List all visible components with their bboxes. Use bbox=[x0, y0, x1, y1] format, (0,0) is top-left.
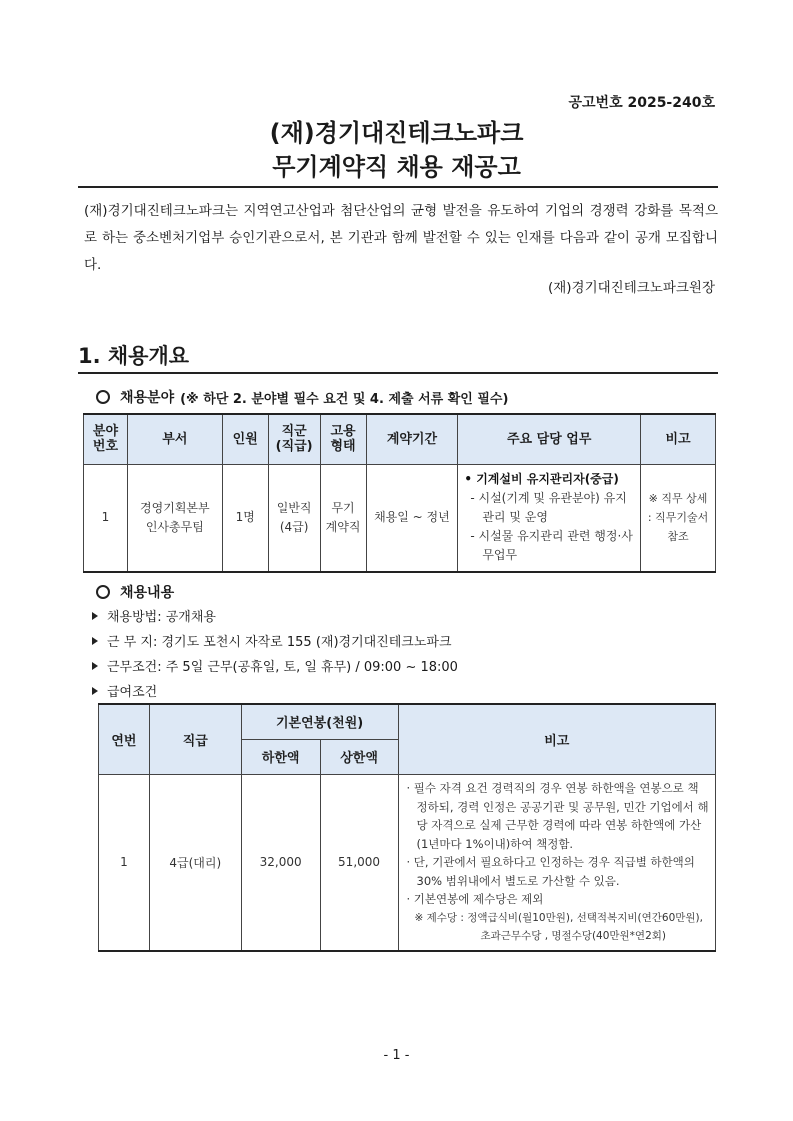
header-duty: 주요 담당 업무 bbox=[458, 414, 641, 464]
table-row bbox=[84, 464, 716, 572]
salary-table bbox=[98, 703, 716, 952]
page-number: - 1 - bbox=[383, 1048, 410, 1063]
list-item: 채용방법: 공개채용 bbox=[92, 603, 458, 628]
document-title bbox=[0, 116, 793, 184]
duty-item: - 시설물 유지관리 관련 행정·사무업무 bbox=[470, 529, 633, 563]
header-type: 고용 형태 bbox=[320, 414, 366, 464]
header-max: 상한액 bbox=[320, 739, 398, 774]
list-item: 급여조건 bbox=[92, 678, 458, 703]
header-no: 연번 bbox=[99, 704, 150, 774]
field-subtitle-note: (※ 하단 2. 분야별 필수 요건 및 4. 제출 서류 확인 필수) bbox=[180, 391, 509, 407]
title-line-1: (재)경기대진테크노파크 bbox=[269, 119, 524, 147]
circle-bullet-icon bbox=[96, 390, 110, 404]
header-grade: 직급 bbox=[149, 704, 241, 774]
cell-grade: 일반직 (4급) bbox=[268, 464, 320, 572]
list-item: 근 무 지: 경기도 포천시 자작로 155 (재)경기대진테크노파크 bbox=[92, 628, 458, 653]
table-header-row bbox=[84, 414, 716, 464]
header-field-no: 분야 번호 bbox=[84, 414, 128, 464]
circle-bullet-icon bbox=[96, 585, 110, 599]
cell-type: 무기 계약직 bbox=[320, 464, 366, 572]
field-subtitle-text: 채용분야 bbox=[120, 390, 175, 406]
table-header-row bbox=[99, 704, 716, 739]
cell-duty bbox=[458, 464, 641, 572]
remark-item: · 필수 자격 요건 경력직의 경우 연봉 하한액을 연봉으로 책정하되, 경력 인정은 공공기관 및 공무원, 민간 기업에서 해당 자격으로 실제 근무한 경력에 따라 연봉 하한액에 가산(1년마다 1%이내)하여 책정함. bbox=[406, 781, 709, 851]
header-grade: 직군 (직급) bbox=[268, 414, 320, 464]
cell-grade: 4급(대리) bbox=[149, 774, 241, 951]
header-note: 비고 bbox=[641, 414, 716, 464]
header-count: 인원 bbox=[222, 414, 268, 464]
signer: (재)경기대진테크노파크원장 bbox=[547, 280, 715, 296]
cell-remarks bbox=[398, 774, 716, 951]
title-line-2: 무기계약직 채용 재공고 bbox=[272, 153, 521, 181]
section-1-title: 1. 채용개요 bbox=[78, 340, 718, 374]
allowance-note: ※ 제수당 : 정액급식비(월10만원), 선택적복지비(연간60만원), bbox=[414, 911, 703, 924]
cell-min: 32,000 bbox=[241, 774, 320, 951]
notice-number: 공고번호 2025-240호 bbox=[568, 95, 715, 111]
cell-dept: 경영기획본부 인사총무팀 bbox=[127, 464, 222, 572]
recruitment-field-table bbox=[83, 413, 716, 573]
remark-item: · 기본연봉에 제수당은 제외 bbox=[406, 892, 544, 906]
table-row bbox=[99, 774, 716, 951]
cell-field-no: 1 bbox=[84, 464, 128, 572]
header-dept: 부서 bbox=[127, 414, 222, 464]
title-divider bbox=[78, 186, 718, 188]
cell-period: 채용일 ~ 정년 bbox=[366, 464, 458, 572]
header-remarks: 비고 bbox=[398, 704, 716, 774]
triangle-bullet-icon bbox=[92, 662, 98, 670]
content-bullet-list bbox=[92, 603, 458, 703]
content-subtitle bbox=[96, 582, 174, 602]
cell-max: 51,000 bbox=[320, 774, 398, 951]
cell-count: 1명 bbox=[222, 464, 268, 572]
header-base-salary: 기본연봉(천원) bbox=[241, 704, 398, 739]
intro-paragraph: (재)경기대진테크노파크는 지역연고산업과 첨단산업의 균형 발전을 유도하여 기업의 경쟁력 강화를 목적으로 하는 중소벤처기업부 승인기관으로서, 본 기관과 함께 발전할 수 있는 인재를 다음과 같이 공개 모집합니다. bbox=[84, 203, 718, 273]
list-item: 근무조건: 주 5일 근무(공휴일, 토, 일 휴무) / 09:00 ~ 18:00 bbox=[92, 653, 458, 678]
header-min: 하한액 bbox=[241, 739, 320, 774]
duty-head: • 기계설비 유지관리자(중급) bbox=[464, 472, 619, 487]
allowance-note: 초과근무수당 , 명절수당(40만원*연2회) bbox=[480, 930, 666, 942]
triangle-bullet-icon bbox=[92, 637, 98, 645]
cell-no: 1 bbox=[99, 774, 150, 951]
duty-item: - 시설(기계 및 유관분야) 유지 관리 및 운영 bbox=[470, 491, 627, 525]
field-subtitle bbox=[96, 387, 508, 407]
content-subtitle-text: 채용내용 bbox=[120, 585, 175, 601]
cell-note: ※ 직무 상세 : 직무기술서 참조 bbox=[641, 464, 716, 572]
triangle-bullet-icon bbox=[92, 612, 98, 620]
remark-item: · 단, 기관에서 필요하다고 인정하는 경우 직급별 하한액의 30% 범위내에서 별도로 가산할 수 있음. bbox=[406, 855, 695, 888]
header-period: 계약기간 bbox=[366, 414, 458, 464]
triangle-bullet-icon bbox=[92, 687, 98, 695]
